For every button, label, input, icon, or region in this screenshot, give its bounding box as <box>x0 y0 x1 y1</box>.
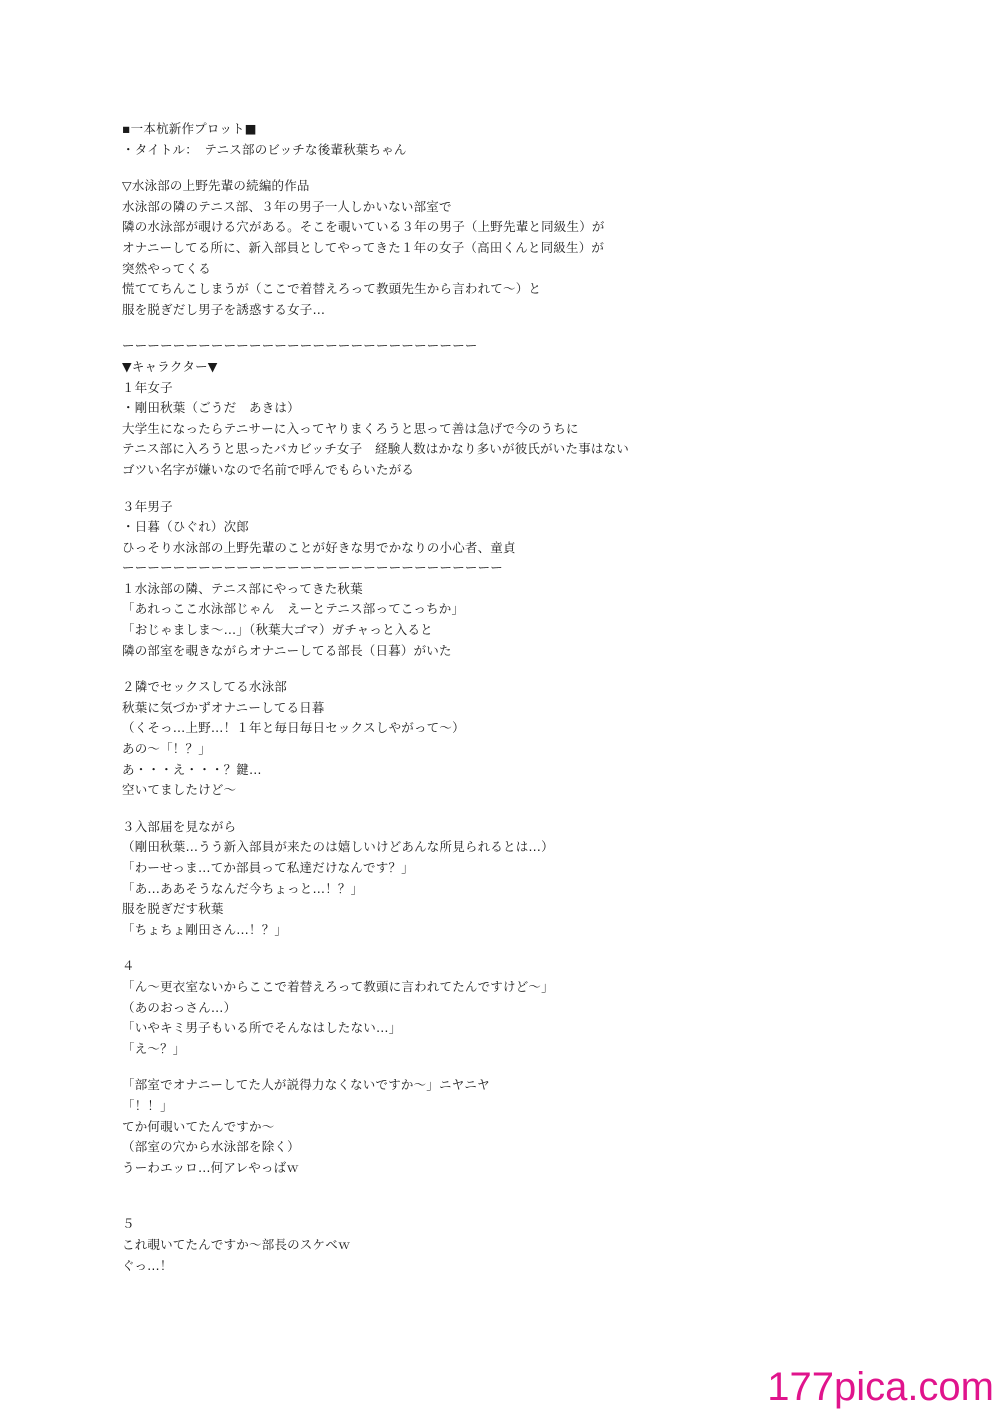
text-line: 「おじゃましま〜…」（秋葉大ゴマ）ガチャっと入ると <box>122 622 433 638</box>
text-line: これ覗いてたんですか〜部長のスケベｗ <box>122 1236 351 1252</box>
text-line: ３年男子 <box>122 498 173 514</box>
paragraph-gap <box>122 160 682 176</box>
text-line: テニス部に入ろうと思ったバカビッチ女子 経験人数はかなり多いが彼氏がいた事はない <box>122 441 630 457</box>
text-line: うーわエッロ…何アレやっばｗ <box>122 1159 300 1175</box>
text-line: 「いやキミ男子もいる所でそんなはしたない…」 <box>122 1020 402 1036</box>
text-line: ゴツい名字が嫌いなので名前で呼んでもらいたがる <box>122 461 415 477</box>
paragraph-gap <box>122 1059 682 1075</box>
text-line: 水泳部の隣のテニス部、３年の男子一人しかいない部室で <box>122 198 452 214</box>
text-line: ▼キャラクター▼ <box>122 358 218 374</box>
text-line: 「わーせっま…てか部員って私達だけなんです？」 <box>122 860 414 875</box>
text-line: 「あ…ああそうなんだ今ちょっと…！？」 <box>122 880 364 896</box>
text-line: （くそっ…上野…！１年と毎日毎日セックスしやがって〜） <box>122 720 465 736</box>
text-line: 隣の部室を覗きながらオナニーしてる部長（日暮）がいた <box>122 642 452 658</box>
text-line: （剛田秋葉…うう新入部員が来たのは嬉しいけどあんな所見られるとは…） <box>122 839 554 855</box>
paragraph-gap <box>122 320 682 336</box>
text-line: ５ <box>122 1216 135 1232</box>
text-line: 「！！」 <box>122 1097 173 1113</box>
text-line: 「部室でオナニーしてた人が説得力なくないですか〜」ニヤニヤ <box>122 1077 490 1093</box>
text-line: 「え〜？」 <box>122 1040 186 1056</box>
text-line: 「ん〜更衣室ないからここで着替えろって教頭に言われてたんですけど〜」 <box>122 978 554 994</box>
paragraph-gap <box>122 481 682 497</box>
text-line: 空いてましたけど〜 <box>122 782 237 798</box>
text-line: ーーーーーーーーーーーーーーーーーーーーーーーーーーーー <box>122 338 478 354</box>
text-line: ひっそり水泳部の上野先輩のことが好きな男でかなりの小心者、童貞 <box>122 539 516 555</box>
paragraph-gap <box>122 661 682 677</box>
paragraph-gap <box>122 1178 682 1214</box>
text-line: 突然やってくる <box>122 260 211 276</box>
paragraph-gap <box>122 801 682 817</box>
text-line: 服を脱ぎだす秋葉 <box>122 901 224 917</box>
text-line: 隣の水泳部が覗ける穴がある。そこを覗いている３年の男子（上野先輩と同級生）が <box>122 219 605 235</box>
text-line: ・剛田秋葉（ごうだ あきは） <box>122 400 300 416</box>
text-line: 服を脱ぎだし男子を誘惑する女子… <box>122 301 326 317</box>
text-line: ・タイトル： テニス部のビッチな後輩秋葉ちゃん <box>122 141 407 157</box>
text-line: １水泳部の隣、テニス部にやってきた秋葉 <box>122 580 363 596</box>
text-line: てか何覗いてたんですか〜 <box>122 1118 275 1134</box>
text-line: 秋葉に気づかずオナニーしてる日暮 <box>122 699 325 715</box>
text-line: ▽水泳部の上野先輩の続編的作品 <box>122 178 310 194</box>
text-line: ぐっ…！ <box>122 1257 173 1273</box>
text-line: ２隣でセックスしてる水泳部 <box>122 679 287 695</box>
text-line: ▪一本杭新作プロット■ <box>122 121 257 136</box>
text-line: オナニーしてる所に、新入部員としてやってきた１年の女子（高田くんと同級生）が <box>122 239 605 255</box>
text-line: 大学生になったらテニサーに入ってヤりまくろうと思って善は急げで今のうちに <box>122 420 579 436</box>
text-line: ３入部届を見ながら <box>122 818 237 834</box>
text-line: 「ちょちょ剛田さん…！？」 <box>122 921 288 937</box>
text-line: あの〜「！？」 <box>122 741 211 757</box>
text-line: 「あれっここ水泳部じゃん えーとテニス部ってこっちか」 <box>122 601 465 617</box>
text-line: （部室の穴から水泳部を除く） <box>122 1139 300 1155</box>
text-line: 慌ててちんこしまうが（ここで着替えろって教頭先生から言われて〜）と <box>122 281 542 297</box>
text-line: １年女子 <box>122 379 173 395</box>
paragraph-gap <box>122 940 682 956</box>
text-line: （あのおっさん…） <box>122 999 237 1015</box>
text-line: ４ <box>122 958 135 974</box>
site-watermark: 177pica.com <box>767 1365 994 1409</box>
text-line: あ・・・え・・・？鍵… <box>122 761 262 777</box>
text-line: ・日暮（ひぐれ）次郎 <box>122 519 250 535</box>
text-line: ーーーーーーーーーーーーーーーーーーーーーーーーーーーーーー <box>122 560 504 576</box>
document-body <box>122 119 682 1276</box>
